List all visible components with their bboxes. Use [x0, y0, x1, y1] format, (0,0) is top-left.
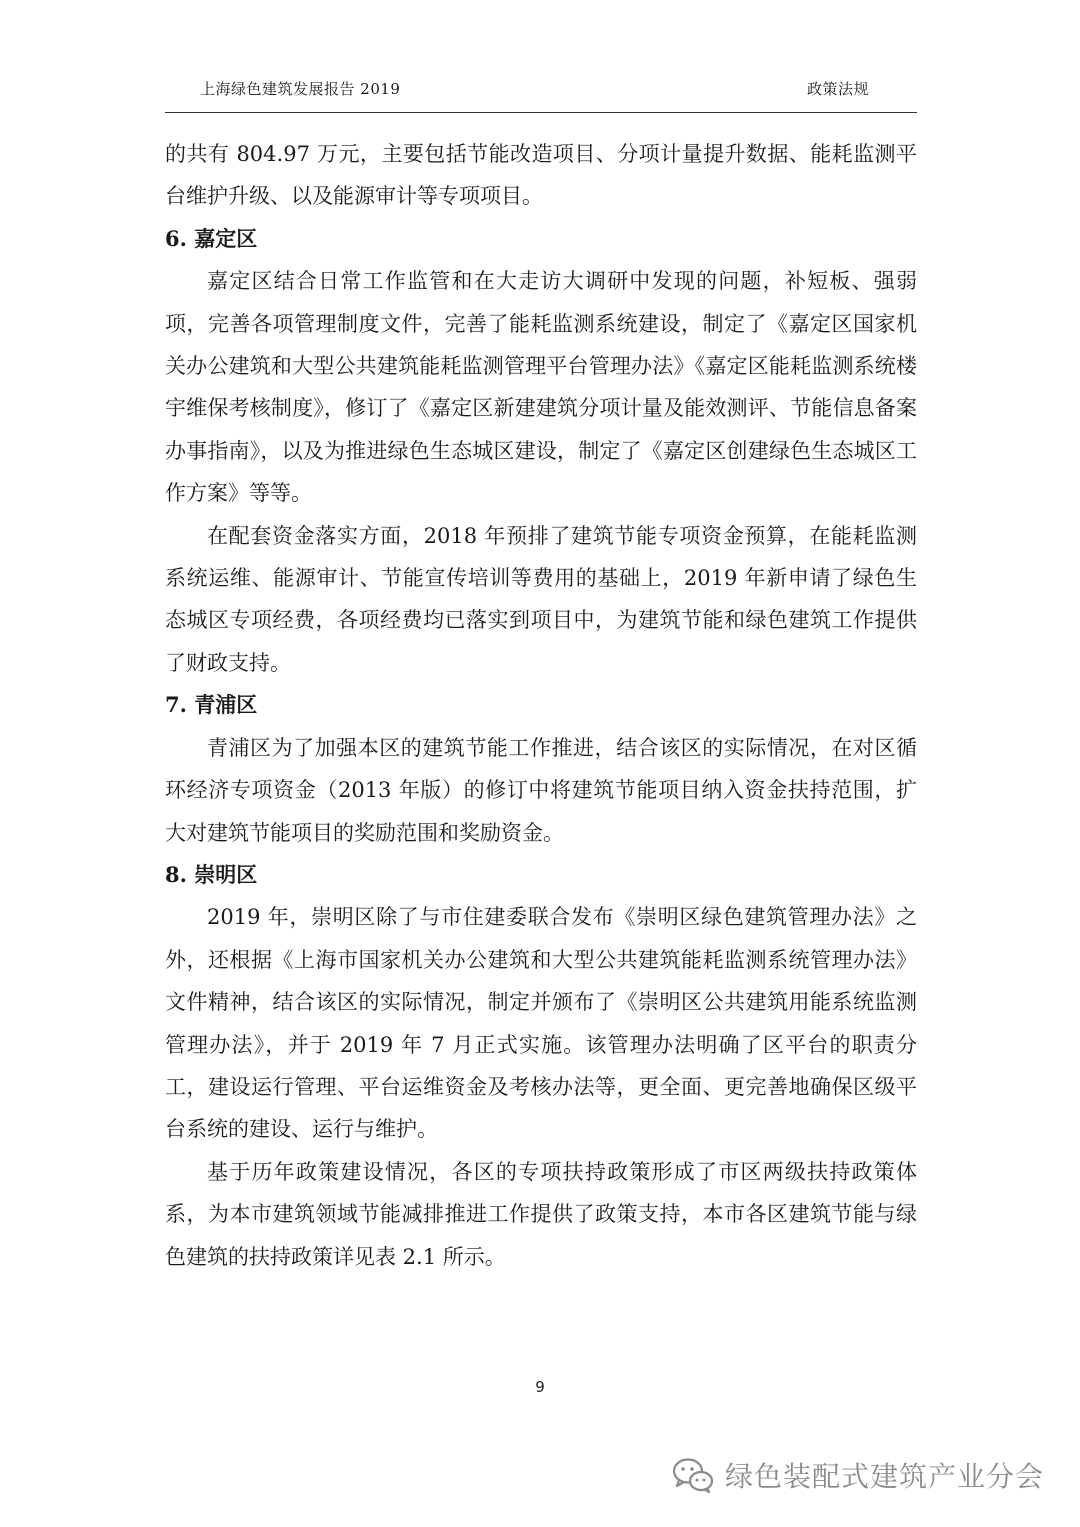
header-section-name: 政策法规: [806, 80, 869, 98]
header-report-title: 上海绿色建筑发展报告 2019: [200, 80, 401, 98]
section-heading-chongming: 8. 崇明区: [165, 861, 258, 887]
page-content: [165, 133, 917, 1278]
paragraph-chongming-1: 2019 年，崇明区除了与市住建委联合发布《崇明区绿色建筑管理办法》之外，还根据《上海市国家机关办公建筑和大型公共建筑能耗监测系统管理办法》文件精神，结合该区的实际情况，制定并颁布了《崇明区公共建筑用能系统监测管理办法》，并于 2019 年 7 月正式实施。该管理办法明确了区平台的职责分工，建设运行管理、平台运维资金及考核办法等，更全面、更完善地确保区级平台系统的建设、运行与维护。: [165, 905, 917, 1142]
page-header: [165, 76, 917, 113]
watermark-text: 绿色装配式建筑产业分会: [724, 1460, 1044, 1493]
paragraph-jiading-1: 嘉定区结合日常工作监管和在大走访大调研中发现的问题，补短板、强弱项，完善各项管理制度文件，完善了能耗监测系统建设，制定了《嘉定区国家机关办公建筑和大型公共建筑能耗监测管理平台管理办法》《嘉定区能耗监测系统楼宇维保考核制度》，修订了《嘉定区新建建筑分项计量及能效测评、节能信息备案办事指南》，以及为推进绿色生态城区建设，制定了《嘉定区创建绿色生态城区工作方案》等等。: [165, 269, 917, 506]
section-heading-qingpu: 7. 青浦区: [165, 692, 258, 718]
watermark: [671, 1448, 1044, 1502]
paragraph-jiading-2: 在配套资金落实方面，2018 年预排了建筑节能专项资金预算，在能耗监测系统运维、能源审计、节能宣传培训等费用的基础上，2019 年新申请了绿色生态城区专项经费，各项经费均已落实到项目中，为建筑节能和绿色建筑工作提供了财政支持。: [165, 523, 917, 675]
page-number: 9: [535, 1378, 545, 1396]
paragraph-intro: 的共有 804.97 万元，主要包括节能改造项目、分项计量提升数据、能耗监测平台维护升级、以及能源审计等专项项目。: [165, 142, 917, 209]
wechat-icon: [671, 1456, 715, 1494]
paragraph-chongming-2: 基于历年政策建设情况，各区的专项扶持政策形成了市区两级扶持政策体系，为本市建筑领域节能减排推进工作提供了政策支持，本市各区建筑节能与绿色建筑的扶持政策详见表 2.1 所示。: [165, 1159, 917, 1269]
section-heading-jiading: 6. 嘉定区: [165, 225, 258, 251]
paragraph-qingpu-1: 青浦区为了加强本区的建筑节能工作推进，结合该区的实际情况，在对区循环经济专项资金（2013 年版）的修订中将建筑节能项目纳入资金扶持范围，扩大对建筑节能项目的奖励范围和奖励资金。: [165, 735, 917, 845]
